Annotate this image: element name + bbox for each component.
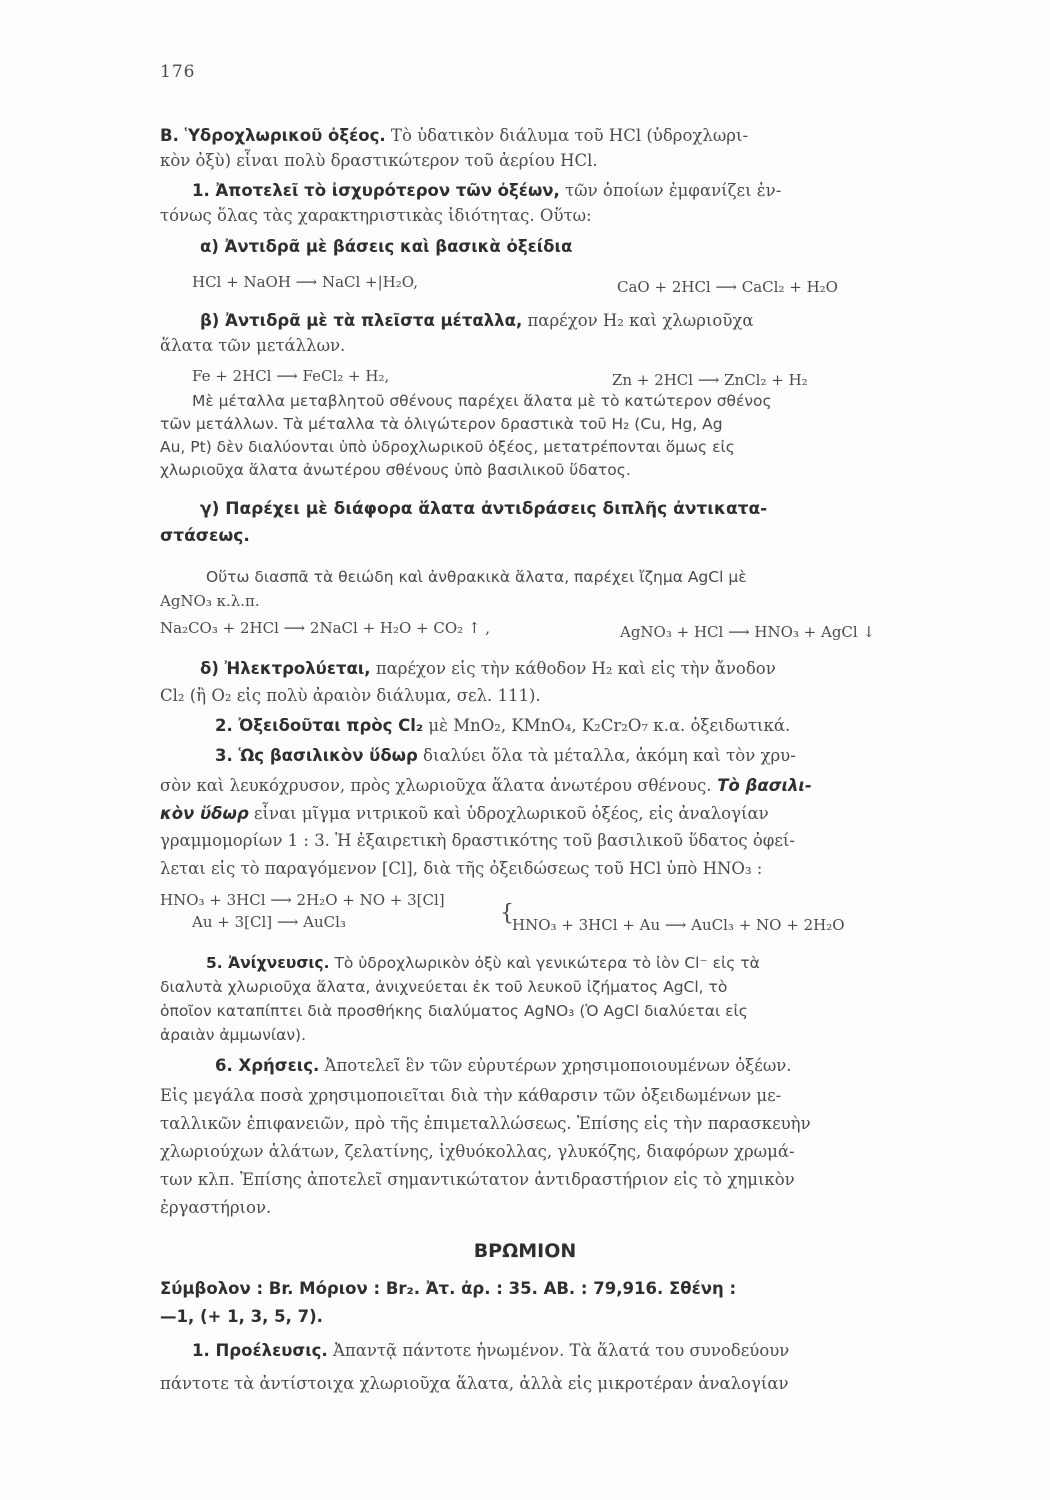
section-b-text-1: Τὸ ὑδατικὸν διάλυμα τοῦ HCl (ὑδροχλωρι- [385,126,749,145]
point-6-text: Ἀποτελεῖ ἓν τῶν εὐρυτέρων χρησιμοποιουμένων ὀξέων. [319,1056,792,1075]
sub-a-heading-text: α) Ἀντιδρᾶ μὲ βάσεις καὶ βασικὰ ὀξείδια [200,237,573,256]
brace-symbol: { [500,901,514,926]
point-5-line-4: ἀραιὰν ἀμμωνίαν). [160,1026,306,1044]
point-6-line-3: ταλλικῶν ἐπιφανειῶν, πρὸ τῆς ἐπιμεταλλώσεως. Ἐπίσης εἰς τὴν παρασκευὴν [160,1114,811,1133]
point-3-line-3 [160,803,950,825]
sub-b-text: παρέχον H₂ καὶ χλωριοῦχα [522,311,754,330]
small-text-line-2: τῶν μετάλλων. Τὰ μέταλλα τὰ ὀλιγώτερον δραστικὰ τοῦ H₂ (Cu, Hg, Ag [160,415,723,433]
small-text-line-1: Μὲ μέταλλα μεταβλητοῦ σθένους παρέχει ἅλατα μὲ τὸ κατώτερον σθένος [192,392,772,410]
point-6-line-6: ἐργαστήριον. [160,1198,272,1217]
point-2-line [215,715,950,737]
sub-c-heading: γ) Παρέχει μὲ διάφορα ἅλατα ἀντιδράσεις διπλῆς ἀντικατα- [200,499,768,519]
sub-d-heading: δ) Ἠλεκτρολύεται, [200,659,371,678]
sub-c-line-1 [200,498,950,520]
equation-fe-hcl: Fe + 2HCl ⟶ FeCl₂ + H₂, [192,367,390,385]
equation-agno3-hcl: AgNO₃ + HCl ⟶ HNO₃ + AgCl ↓ [620,623,876,641]
section-b-line-2: κὸν ὀξὺ) εἶναι πολὺ δραστικώτερον τοῦ ἀερίου HCl. [160,151,598,170]
sub-b-line-1 [200,310,950,332]
sub-c-line-2 [160,525,950,547]
point-3-line-4: γραμμομορίων 1 : 3. Ἡ ἐξαιρετικὴ δραστικότης τοῦ βασιλικοῦ ὕδατος ὀφεί- [160,831,795,850]
point-5-text: Τὸ ὑδροχλωρικὸν ὀξὺ καὶ γενικώτερα τὸ ἰὸν Cl⁻ εἰς τὰ [329,954,760,972]
equation-hcl-naoh: HCl + NaOH ⟶ NaCl +|H₂O, [192,273,418,291]
point-1-text: τῶν ὁποίων ἐμφανίζει ἐν- [559,181,782,200]
sub-a-heading [200,236,990,258]
point-6-line-2: Εἰς μεγάλα ποσὰ χρησιμοποιεῖται διὰ τὴν κάθαρσιν τῶν ὀξειδωμένων με- [160,1086,782,1105]
point-1-line-1 [192,180,950,202]
point-1-line-2: τόνως ὅλας τὰς χαρακτηριστικὰς ἰδιότητας. Οὕτω: [160,206,592,225]
bromine-symbol-line-1: Σύμβολον : Br. Μόριον : Br₂. Ἀτ. ἀρ. : 35. ΑΒ. : 79,916. Σθένη : [160,1279,737,1298]
sub-d-text: παρέχον εἰς τὴν κάθοδον H₂ καὶ εἰς τὴν ἄνοδον [370,659,776,678]
small-text-line-3: Au, Pt) δὲν διαλύονται ὑπὸ ὑδροχλωρικοῦ ὀξέος, μετατρέπονται ὅμως εἰς [160,438,735,456]
equation-na2co3-hcl: Na₂CO₃ + 2HCl ⟶ 2NaCl + H₂O + CO₂ ↑ , [160,619,491,637]
point-3-text: διαλύει ὅλα τὰ μέταλλα, ἀκόμη καὶ τὸν χρυ- [417,746,796,765]
small-text-line-4: χλωριοῦχα ἅλατα ἀνωτέρου σθένους ὑπὸ βασιλικοῦ ὕδατος. [160,461,631,479]
aqua-regia-term-cont: κὸν ὕδωρ [160,804,249,823]
section-b-line-1 [160,125,950,147]
point-3-text-2: σὸν καὶ λευκόχρυσον, πρὸς χλωριοῦχα ἅλατα ἀνωτέρου σθένους. [160,776,712,795]
sub-d-line-1 [200,658,950,680]
point-5-line-3: ὁποῖον καταπίπτει διὰ προσθήκης διαλύματος AgNO₃ (Ὁ AgCl διαλύεται εἰς [160,1002,748,1020]
equation-cao-hcl: CaO + 2HCl ⟶ CaCl₂ + H₂O [617,278,838,296]
origin-line-1 [192,1340,950,1362]
origin-heading: 1. Προέλευσις. [192,1341,328,1360]
point-3-line-1 [215,745,950,767]
sub-b-line-2: ἅλατα τῶν μετάλλων. [160,336,346,355]
sub-b-heading: β) Ἀντιδρᾶ μὲ τὰ πλεῖστα μέταλλα, [200,311,523,330]
point-3-line-2 [160,775,950,797]
sub-c-heading-cont: στάσεως. [160,526,250,546]
section-b-heading: Β. Ὑδροχλωρικοῦ ὀξέος. [160,126,386,145]
page-number: 176 [160,62,196,82]
point-3-text-3: εἶναι μῖγμα νιτρικοῦ καὶ ὑδροχλωρικοῦ ὀξέος, εἰς ἀναλογίαν [248,804,769,823]
point-2-text: μὲ MnO₂, KMnO₄, K₂Cr₂O₇ κ.α. ὀξειδωτικά. [423,716,791,735]
section-heading-bromine: ΒΡΩΜΙΟΝ [473,1240,577,1262]
point-3-heading: 3. Ὡς βασιλικὸν ὕδωρ [215,746,418,765]
small-text-line-5: Οὕτω διασπᾶ τὰ θειώδη καὶ ἀνθρακικὰ ἅλατα, παρέχει ἴζημα AgCl μὲ [206,568,747,586]
point-6-line-1 [215,1055,950,1077]
equation-aqua-regia-1: HNO₃ + 3HCl ⟶ 2H₂O + NO + 3[Cl] [160,891,445,909]
point-5-heading: 5. Ἀνίχνευσις. [206,954,330,972]
point-6-heading: 6. Χρήσεις. [215,1056,320,1075]
equation-zn-hcl: Zn + 2HCl ⟶ ZnCl₂ + H₂ [612,371,808,389]
equation-aqua-regia-2: Au + 3[Cl] ⟶ AuCl₃ [192,913,346,931]
sub-d-line-2: Cl₂ (ἢ O₂ εἰς πολὺ ἀραιὸν διάλυμα, σελ. 111). [160,686,541,705]
small-text-line-6: AgNO₃ κ.λ.π. [160,592,260,610]
origin-line-2: πάντοτε τὰ ἀντίστοιχα χλωριοῦχα ἅλατα, ἀλλὰ εἰς μικροτέραν ἀναλογίαν [160,1374,789,1393]
point-3-line-5: λεται εἰς τὸ παραγόμενον [Cl], διὰ τῆς ὀξειδώσεως τοῦ HCl ὑπὸ HNO₃ : [160,859,763,878]
aqua-regia-term: Τὸ βασιλι- [711,776,812,795]
origin-text: Ἀπαντᾷ πάντοτε ἡνωμένον. Τὰ ἅλατά του συνοδεύουν [327,1341,790,1360]
bromine-symbol-line-2: —1, (+ 1, 3, 5, 7). [160,1307,323,1326]
equation-aqua-regia-total: HNO₃ + 3HCl + Au ⟶ AuCl₃ + NO + 2H₂O [512,916,845,934]
point-5-line-2: διαλυτὰ χλωριοῦχα ἅλατα, ἀνιχνεύεται ἐκ τοῦ λευκοῦ ἰζήματος AgCl, τὸ [160,978,728,996]
point-5-line-1 [206,952,950,974]
point-6-line-5: των κλπ. Ἐπίσης ἀποτελεῖ σημαντικώτατον ἀντιδραστήριον εἰς τὸ χημικὸν [160,1170,795,1189]
point-6-line-4: χλωριούχων ἁλάτων, ζελατίνης, ἰχθυόκολλας, γλυκόζης, διαφόρων χρωμά- [160,1142,795,1161]
point-2-heading: 2. Ὀξειδοῦται πρὸς Cl₂ [215,716,424,735]
point-1-heading: 1. Ἀποτελεῖ τὸ ἰσχυρότερον τῶν ὀξέων, [192,181,560,200]
